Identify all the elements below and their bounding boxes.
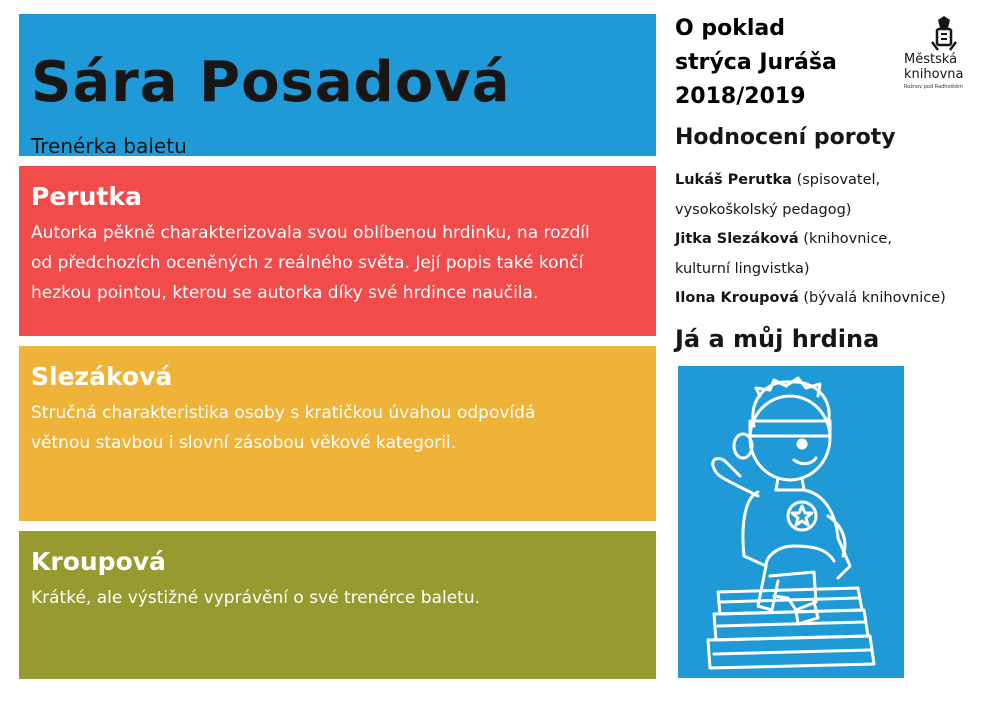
book-title-line: strýca Juráša [675,50,837,75]
jury-member-name: Jitka Slezáková [675,231,799,247]
jury-member-name: Lukáš Perutka [675,172,792,188]
review-slezakova [19,346,656,521]
library-name-line: Městská [904,52,958,67]
jury-member-desc: (bývalá knihovnice) [798,290,946,306]
library-name [904,52,963,82]
review-line: Krátké, ale výstižné vyprávění o své trenérce baletu. [31,588,481,608]
hero-heading: Já a můj hrdina [675,325,880,353]
review-title: Perutka [31,182,142,211]
jury-member [675,225,985,255]
book-year: 2018/2019 [675,84,806,109]
review-line: od předchozích oceněných z reálného světa. Její popis také končí [31,253,584,273]
library-logo [900,14,990,100]
review-title: Slezáková [31,362,173,391]
superhero-kid-icon [678,366,904,678]
jury-member-desc: (knihovnice, [798,231,892,247]
review-line: Stručná charakteristika osoby s kratičkou úvahou odpovídá [31,403,536,423]
superhero-kid-illustration [678,366,904,678]
jury-list [675,166,985,314]
student-role: Trenérka baletu [31,134,187,158]
student-panel [19,14,656,156]
book-title [675,12,837,114]
review-perutka [19,166,656,336]
jury-member-desc-cont: kulturní lingvistka) [675,260,810,277]
review-title: Kroupová [31,547,166,576]
jury-heading: Hodnocení poroty [675,125,896,150]
library-subtitle: Rožnov pod Radhoštěm [904,84,964,90]
jury-member-name: Ilona Kroupová [675,290,799,306]
jury-member-desc-cont: vysokoškolský pedagog) [675,201,852,218]
review-kroupova [19,531,656,679]
review-text [31,583,641,613]
review-line: větnou stavbou i slovní zásobou věkové kategorii. [31,433,457,453]
review-line: hezkou pointou, kterou se autorka díky své hrdince naučila. [31,283,539,303]
library-name-line: knihovna [904,67,964,82]
student-name: Sára Posadová [31,50,511,115]
jury-member-desc: (spisovatel, [791,172,881,188]
review-text [31,398,641,458]
jury-member [675,166,985,196]
jury-member [675,284,985,314]
review-text [31,218,641,308]
library-logo-icon [924,14,964,52]
review-line: Autorka pěkně charakterizovala svou oblíbenou hrdinku, na rozdíl [31,223,590,243]
book-title-line: O poklad [675,16,785,41]
